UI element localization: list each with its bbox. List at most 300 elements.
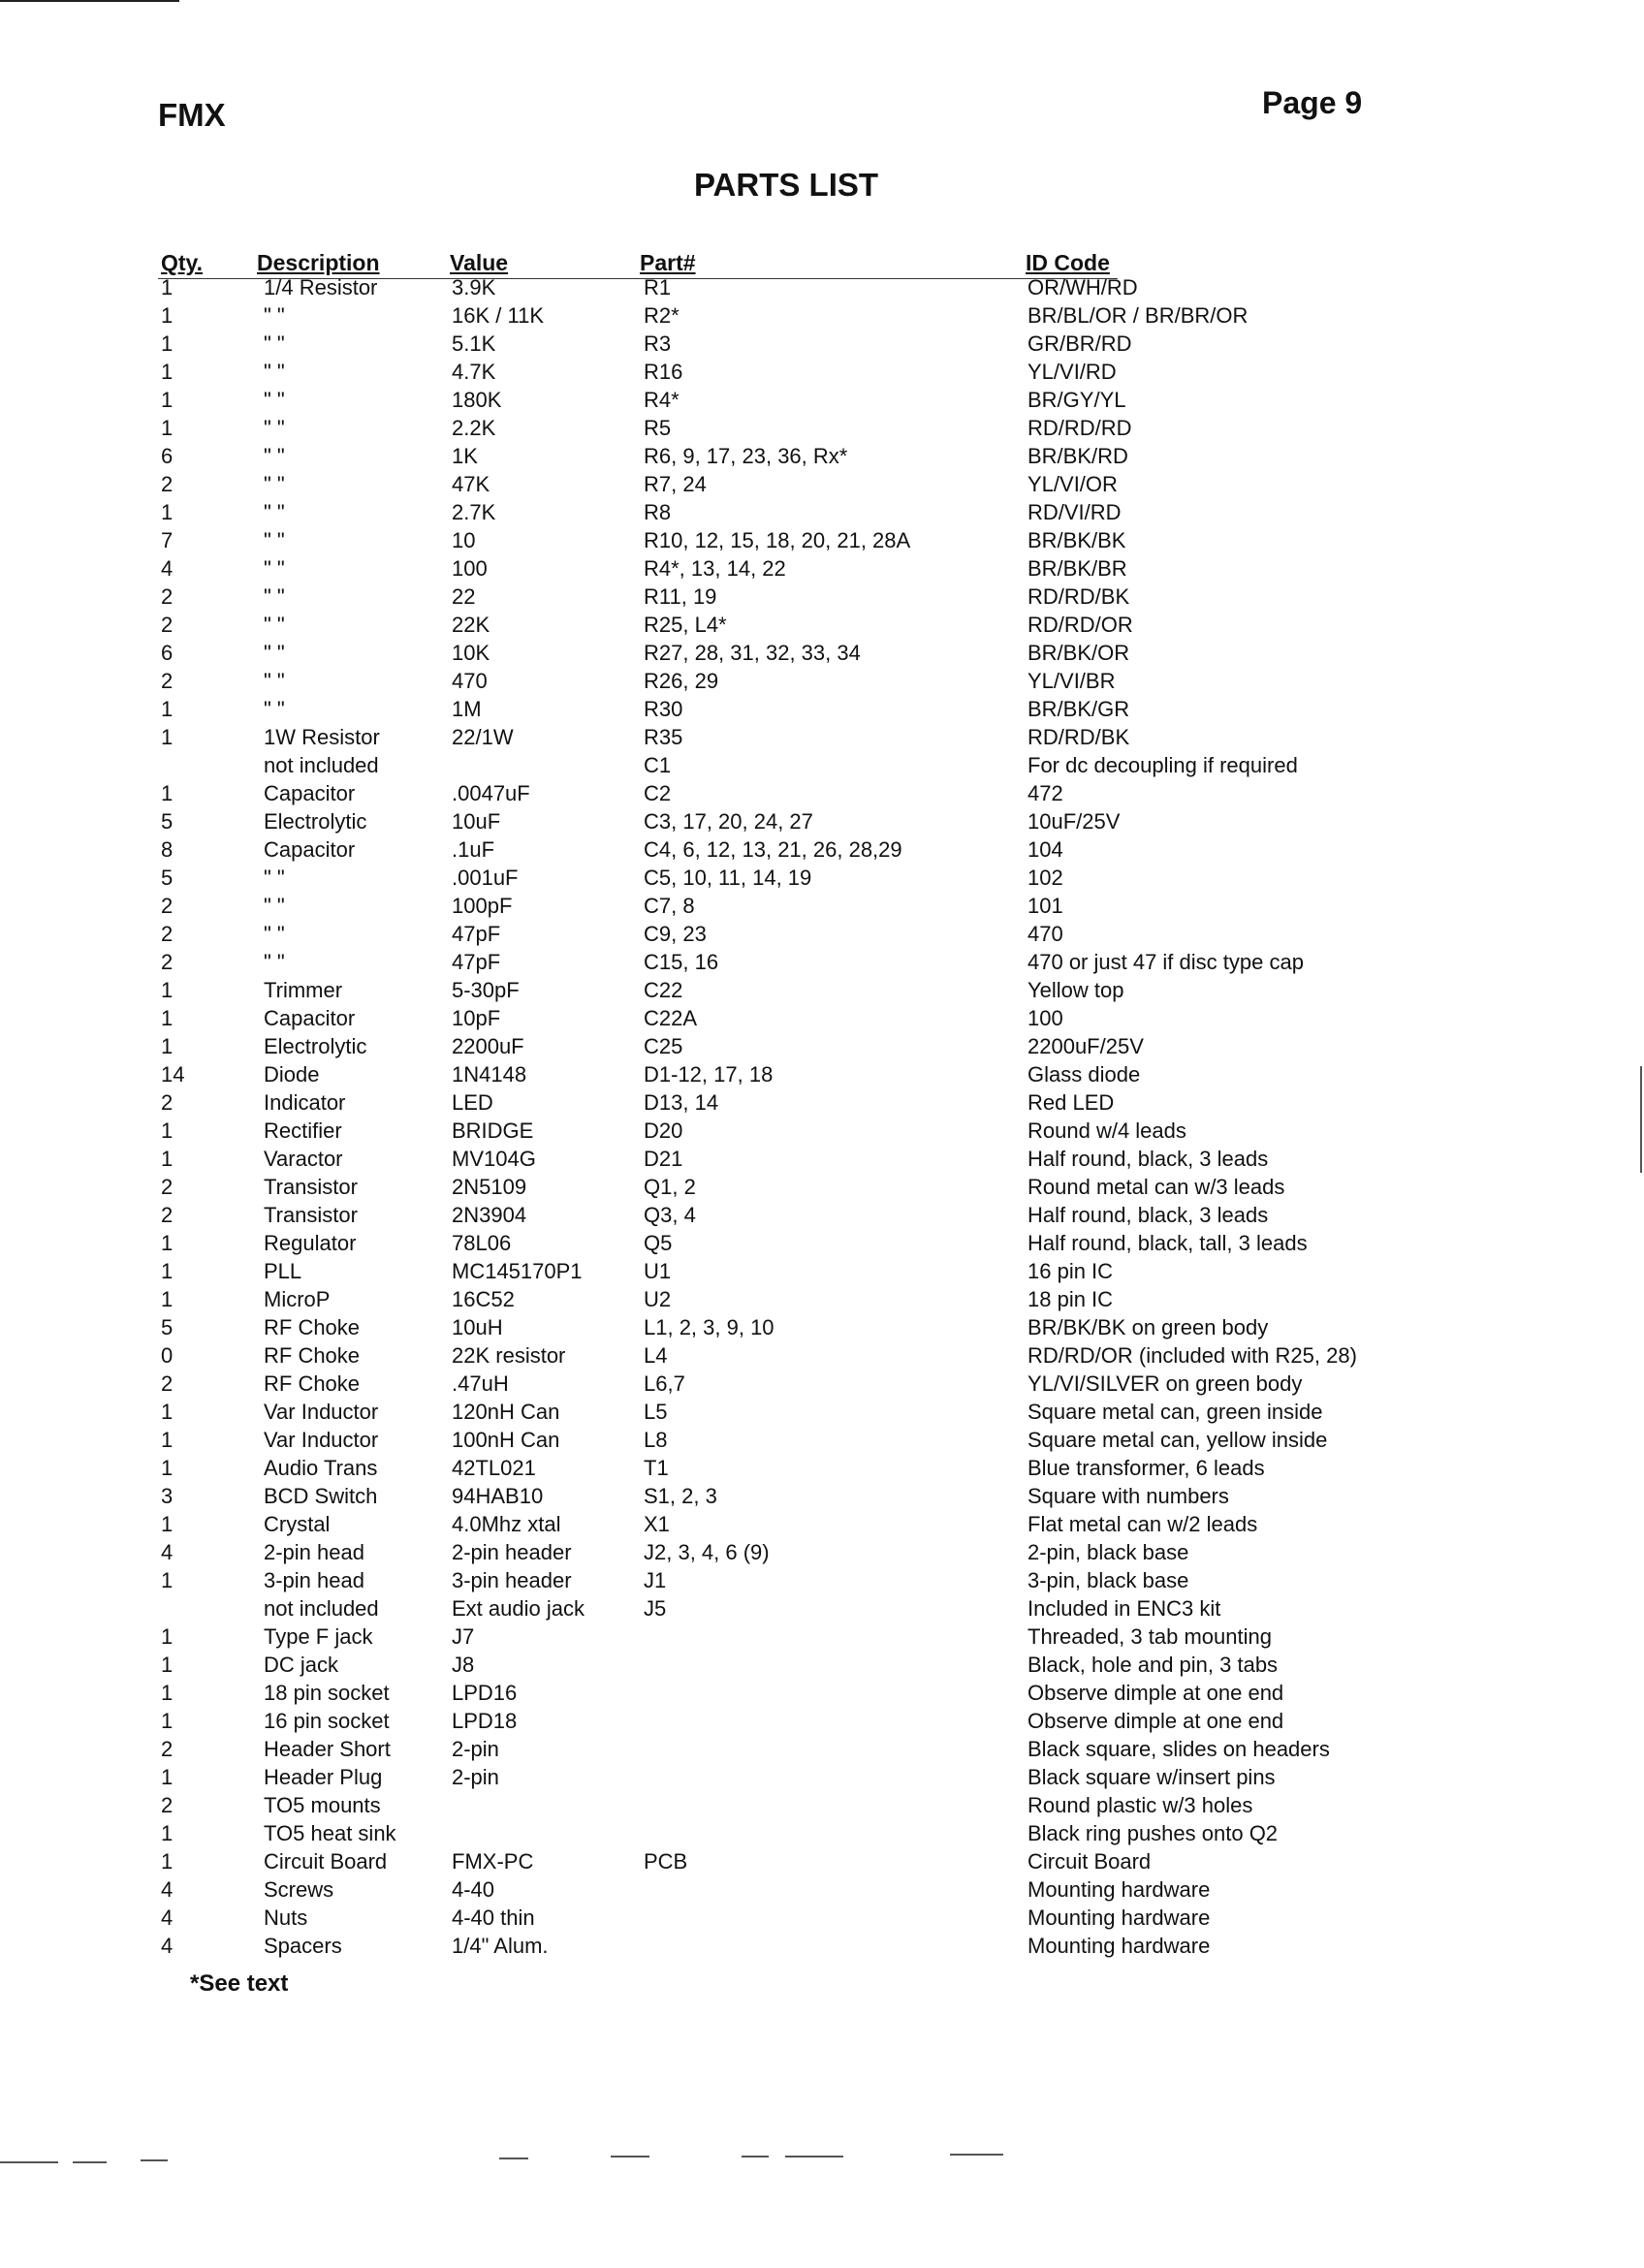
row-value: 10uH bbox=[452, 1315, 503, 1339]
table-row bbox=[0, 388, 1644, 416]
row-description: Var Inductor bbox=[264, 1428, 379, 1452]
row-description: " " bbox=[264, 613, 285, 637]
row-qty: 1 bbox=[161, 1653, 174, 1677]
row-value: 94HAB10 bbox=[452, 1484, 544, 1508]
row-description: Regulator bbox=[264, 1231, 357, 1255]
page-title: PARTS LIST bbox=[694, 167, 879, 203]
row-value: FMX-PC bbox=[452, 1849, 534, 1874]
row-qty: 2 bbox=[161, 1371, 174, 1396]
row-value: 10K bbox=[452, 641, 490, 665]
row-qty: 2 bbox=[161, 584, 174, 609]
row-id-code: 102 bbox=[1028, 866, 1063, 890]
row-part: R27, 28, 31, 32, 33, 34 bbox=[644, 641, 861, 665]
row-qty: 14 bbox=[161, 1062, 185, 1087]
row-qty: 0 bbox=[161, 1343, 174, 1368]
table-row bbox=[0, 1315, 1644, 1343]
table-row bbox=[0, 1062, 1644, 1090]
row-value: BRIDGE bbox=[452, 1118, 534, 1143]
row-description: MicroP bbox=[264, 1287, 331, 1311]
row-description: Rectifier bbox=[264, 1118, 342, 1143]
row-description: BCD Switch bbox=[264, 1484, 378, 1508]
row-description: Electrolytic bbox=[264, 809, 367, 834]
row-id-code: OR/WH/RD bbox=[1028, 275, 1138, 299]
row-value: 16C52 bbox=[452, 1287, 515, 1311]
row-description: RF Choke bbox=[264, 1343, 361, 1368]
table-row bbox=[0, 978, 1644, 1006]
row-id-code: Flat metal can w/2 leads bbox=[1028, 1512, 1258, 1536]
table-row bbox=[0, 1147, 1644, 1175]
row-id-code: BR/BK/OR bbox=[1028, 641, 1130, 665]
row-id-code: 10uF/25V bbox=[1028, 809, 1121, 834]
scan-mark bbox=[785, 2156, 843, 2158]
row-part: L4 bbox=[644, 1343, 668, 1368]
row-part: C22A bbox=[644, 1006, 698, 1030]
row-description: Varactor bbox=[264, 1147, 343, 1171]
parts-table bbox=[0, 275, 1644, 1962]
row-qty: 1 bbox=[161, 388, 174, 412]
row-description: Capacitor bbox=[264, 781, 356, 805]
row-id-code: Half round, black, 3 leads bbox=[1028, 1147, 1269, 1171]
table-row bbox=[0, 1287, 1644, 1315]
row-id-code: Mounting hardware bbox=[1028, 1877, 1211, 1902]
row-description: Var Inductor bbox=[264, 1400, 379, 1424]
row-qty: 4 bbox=[161, 1540, 174, 1564]
row-part: T1 bbox=[644, 1456, 669, 1480]
row-qty: 2 bbox=[161, 1090, 174, 1115]
row-qty: 1 bbox=[161, 1765, 174, 1789]
table-row bbox=[0, 275, 1644, 303]
row-qty: 2 bbox=[161, 613, 174, 637]
row-description: Nuts bbox=[264, 1906, 308, 1930]
row-id-code: 470 bbox=[1028, 922, 1063, 946]
row-value: 78L06 bbox=[452, 1231, 512, 1255]
row-description: " " bbox=[264, 444, 285, 468]
footnote: *See text bbox=[190, 1970, 289, 1997]
row-description: " " bbox=[264, 331, 285, 356]
row-qty: 2 bbox=[161, 1175, 174, 1199]
row-part: L8 bbox=[644, 1428, 668, 1452]
row-description: 18 pin socket bbox=[264, 1681, 390, 1705]
row-id-code: Half round, black, tall, 3 leads bbox=[1028, 1231, 1308, 1255]
row-part: L5 bbox=[644, 1400, 668, 1424]
row-value: 180K bbox=[452, 388, 502, 412]
row-part: C7, 8 bbox=[644, 894, 695, 918]
row-id-code: Observe dimple at one end bbox=[1028, 1709, 1284, 1733]
row-part: R30 bbox=[644, 697, 683, 721]
row-description: 1/4 Resistor bbox=[264, 275, 378, 299]
row-id-code: 16 pin IC bbox=[1028, 1259, 1114, 1283]
row-qty: 3 bbox=[161, 1484, 174, 1508]
row-value: 120nH Can bbox=[452, 1400, 560, 1424]
row-value: 22/1W bbox=[452, 725, 514, 749]
row-description: 16 pin socket bbox=[264, 1709, 390, 1733]
table-row bbox=[0, 1709, 1644, 1737]
row-id-code: 101 bbox=[1028, 894, 1063, 918]
row-value: 2200uF bbox=[452, 1034, 524, 1058]
table-row bbox=[0, 725, 1644, 753]
row-description: " " bbox=[264, 388, 285, 412]
row-description: Screws bbox=[264, 1877, 334, 1902]
row-value: 1/4" Alum. bbox=[452, 1934, 549, 1958]
table-row bbox=[0, 669, 1644, 697]
row-part: U1 bbox=[644, 1259, 672, 1283]
row-id-code: RD/RD/BK bbox=[1028, 725, 1130, 749]
row-qty: 2 bbox=[161, 472, 174, 496]
row-qty: 5 bbox=[161, 1315, 174, 1339]
row-qty: 1 bbox=[161, 697, 174, 721]
row-value: 22 bbox=[452, 584, 476, 609]
table-row bbox=[0, 1512, 1644, 1540]
row-qty: 5 bbox=[161, 809, 174, 834]
row-part: C25 bbox=[644, 1034, 683, 1058]
row-qty: 1 bbox=[161, 1118, 174, 1143]
row-id-code: Yellow top bbox=[1028, 978, 1124, 1002]
table-row bbox=[0, 1034, 1644, 1062]
row-id-code: 470 or just 47 if disc type cap bbox=[1028, 950, 1304, 974]
row-qty: 1 bbox=[161, 500, 174, 524]
row-value: 4.0Mhz xtal bbox=[452, 1512, 561, 1536]
row-value: 2N3904 bbox=[452, 1203, 527, 1227]
row-part: R26, 29 bbox=[644, 669, 719, 693]
row-part: U2 bbox=[644, 1287, 672, 1311]
row-qty: 1 bbox=[161, 1034, 174, 1058]
row-qty: 1 bbox=[161, 416, 174, 440]
row-qty: 2 bbox=[161, 669, 174, 693]
table-row bbox=[0, 1540, 1644, 1568]
table-row bbox=[0, 1653, 1644, 1681]
row-part: S1, 2, 3 bbox=[644, 1484, 717, 1508]
table-row bbox=[0, 837, 1644, 866]
row-part: R1 bbox=[644, 275, 672, 299]
row-id-code: Round w/4 leads bbox=[1028, 1118, 1186, 1143]
row-qty: 5 bbox=[161, 866, 174, 890]
row-value: 2-pin bbox=[452, 1737, 499, 1761]
row-value: MC145170P1 bbox=[452, 1259, 583, 1283]
row-description: " " bbox=[264, 950, 285, 974]
table-row bbox=[0, 1259, 1644, 1287]
table-row bbox=[0, 1090, 1644, 1118]
row-description: Spacers bbox=[264, 1934, 342, 1958]
row-value: 2.2K bbox=[452, 416, 496, 440]
row-description: 3-pin head bbox=[264, 1568, 364, 1592]
table-row bbox=[0, 753, 1644, 781]
row-value: 3-pin header bbox=[452, 1568, 572, 1592]
row-description: not included bbox=[264, 753, 379, 777]
row-part: D1-12, 17, 18 bbox=[644, 1062, 774, 1087]
row-qty: 4 bbox=[161, 1877, 174, 1902]
table-row bbox=[0, 1118, 1644, 1147]
row-value: .47uH bbox=[452, 1371, 509, 1396]
row-id-code: 18 pin IC bbox=[1028, 1287, 1114, 1311]
col-header-id-code: ID Code bbox=[1026, 250, 1110, 275]
row-value: LPD18 bbox=[452, 1709, 518, 1733]
table-row bbox=[0, 528, 1644, 556]
page-number: Page 9 bbox=[1262, 85, 1363, 120]
row-description: RF Choke bbox=[264, 1371, 361, 1396]
row-id-code: Square metal can, yellow inside bbox=[1028, 1428, 1328, 1452]
table-row bbox=[0, 1568, 1644, 1596]
row-value: 42TL021 bbox=[452, 1456, 536, 1480]
scan-mark bbox=[611, 2156, 649, 2158]
row-part: C22 bbox=[644, 978, 683, 1002]
row-part: R35 bbox=[644, 725, 683, 749]
row-qty: 1 bbox=[161, 1400, 174, 1424]
row-qty: 1 bbox=[161, 331, 174, 356]
row-qty: 2 bbox=[161, 1203, 174, 1227]
row-description: 1W Resistor bbox=[264, 725, 380, 749]
row-part: R4*, 13, 14, 22 bbox=[644, 556, 786, 581]
row-description: Diode bbox=[264, 1062, 320, 1087]
row-value: LED bbox=[452, 1090, 493, 1115]
row-qty: 1 bbox=[161, 1259, 174, 1283]
row-part: L1, 2, 3, 9, 10 bbox=[644, 1315, 775, 1339]
row-qty: 1 bbox=[161, 1849, 174, 1874]
row-description: Trimmer bbox=[264, 978, 343, 1002]
row-description: not included bbox=[264, 1596, 379, 1621]
row-part: R8 bbox=[644, 500, 672, 524]
row-value: 22K resistor bbox=[452, 1343, 566, 1368]
row-part: C3, 17, 20, 24, 27 bbox=[644, 809, 813, 834]
row-qty: 1 bbox=[161, 1231, 174, 1255]
table-row bbox=[0, 1624, 1644, 1653]
row-part: R2* bbox=[644, 303, 680, 328]
table-row bbox=[0, 1849, 1644, 1877]
row-id-code: BR/BK/RD bbox=[1028, 444, 1128, 468]
scan-mark bbox=[73, 2161, 107, 2163]
row-part: R4* bbox=[644, 388, 680, 412]
row-qty: 1 bbox=[161, 360, 174, 384]
row-value: 470 bbox=[452, 669, 488, 693]
table-row bbox=[0, 472, 1644, 500]
row-value: LPD16 bbox=[452, 1681, 518, 1705]
row-value: 100pF bbox=[452, 894, 513, 918]
row-part: C9, 23 bbox=[644, 922, 707, 946]
row-qty: 2 bbox=[161, 922, 174, 946]
table-row bbox=[0, 697, 1644, 725]
table-row bbox=[0, 1793, 1644, 1821]
row-value: 100nH Can bbox=[452, 1428, 560, 1452]
row-qty: 1 bbox=[161, 1287, 174, 1311]
row-description: " " bbox=[264, 360, 285, 384]
row-id-code: For dc decoupling if required bbox=[1028, 753, 1298, 777]
row-id-code: 472 bbox=[1028, 781, 1063, 805]
row-part: R11, 19 bbox=[644, 584, 717, 609]
row-value: 5.1K bbox=[452, 331, 496, 356]
row-description: Electrolytic bbox=[264, 1034, 367, 1058]
row-value: 2-pin header bbox=[452, 1540, 572, 1564]
row-id-code: Black square w/insert pins bbox=[1028, 1765, 1276, 1789]
table-row bbox=[0, 1765, 1644, 1793]
col-header-qty: Qty. bbox=[161, 250, 204, 275]
table-row bbox=[0, 360, 1644, 388]
table-row bbox=[0, 584, 1644, 613]
table-row bbox=[0, 1596, 1644, 1624]
row-id-code: Red LED bbox=[1028, 1090, 1115, 1115]
row-description: Header Plug bbox=[264, 1765, 383, 1789]
row-description: Circuit Board bbox=[264, 1849, 388, 1874]
row-qty: 1 bbox=[161, 1821, 174, 1845]
row-id-code: 100 bbox=[1028, 1006, 1063, 1030]
row-part: R5 bbox=[644, 416, 672, 440]
row-value: 4.7K bbox=[452, 360, 496, 384]
row-value: 1N4148 bbox=[452, 1062, 527, 1087]
row-id-code: Mounting hardware bbox=[1028, 1934, 1211, 1958]
row-value: 2N5109 bbox=[452, 1175, 527, 1199]
row-description: " " bbox=[264, 584, 285, 609]
table-row bbox=[0, 1231, 1644, 1259]
row-description: " " bbox=[264, 697, 285, 721]
top-rule bbox=[0, 0, 179, 2]
row-value: 10 bbox=[452, 528, 476, 552]
row-value: 47pF bbox=[452, 922, 501, 946]
row-qty: 1 bbox=[161, 1709, 174, 1733]
table-row bbox=[0, 1681, 1644, 1709]
row-qty: 1 bbox=[161, 978, 174, 1002]
table-row bbox=[0, 1175, 1644, 1203]
row-value: 16K / 11K bbox=[452, 303, 544, 328]
table-row bbox=[0, 1934, 1644, 1962]
row-part: Q3, 4 bbox=[644, 1203, 696, 1227]
table-row bbox=[0, 1428, 1644, 1456]
row-description: " " bbox=[264, 894, 285, 918]
row-description: 2-pin head bbox=[264, 1540, 364, 1564]
row-description: TO5 mounts bbox=[264, 1793, 381, 1817]
row-id-code: RD/RD/OR (included with R25, 28) bbox=[1028, 1343, 1357, 1368]
row-id-code: GR/BR/RD bbox=[1028, 331, 1132, 356]
row-part: C1 bbox=[644, 753, 672, 777]
row-part: C5, 10, 11, 14, 19 bbox=[644, 866, 812, 890]
row-value: 47pF bbox=[452, 950, 501, 974]
row-qty: 6 bbox=[161, 444, 174, 468]
row-qty: 6 bbox=[161, 641, 174, 665]
row-qty: 1 bbox=[161, 1624, 174, 1649]
table-row bbox=[0, 1821, 1644, 1849]
row-part: R10, 12, 15, 18, 20, 21, 28A bbox=[644, 528, 911, 552]
row-id-code: BR/BK/BR bbox=[1028, 556, 1127, 581]
table-row bbox=[0, 613, 1644, 641]
row-value: .001uF bbox=[452, 866, 519, 890]
table-row bbox=[0, 1737, 1644, 1765]
row-value: 3.9K bbox=[452, 275, 496, 299]
table-row bbox=[0, 866, 1644, 894]
row-id-code: Mounting hardware bbox=[1028, 1906, 1211, 1930]
row-value: 4-40 bbox=[452, 1877, 495, 1902]
row-part: C4, 6, 12, 13, 21, 26, 28,29 bbox=[644, 837, 902, 862]
table-row bbox=[0, 1400, 1644, 1428]
row-qty: 1 bbox=[161, 781, 174, 805]
scan-mark bbox=[141, 2159, 168, 2161]
row-value: .0047uF bbox=[452, 781, 530, 805]
row-description: Capacitor bbox=[264, 837, 356, 862]
row-qty: 1 bbox=[161, 303, 174, 328]
col-header-value: Value bbox=[450, 250, 509, 275]
row-id-code: Included in ENC3 kit bbox=[1028, 1596, 1221, 1621]
row-part: Q5 bbox=[644, 1231, 673, 1255]
scan-mark bbox=[950, 2154, 1003, 2156]
table-row bbox=[0, 1203, 1644, 1231]
row-id-code: Square with numbers bbox=[1028, 1484, 1229, 1508]
row-description: " " bbox=[264, 303, 285, 328]
table-row bbox=[0, 809, 1644, 837]
table-row bbox=[0, 950, 1644, 978]
table-row bbox=[0, 444, 1644, 472]
row-description: Header Short bbox=[264, 1737, 391, 1761]
row-qty: 1 bbox=[161, 275, 174, 299]
row-id-code: YL/VI/OR bbox=[1028, 472, 1118, 496]
row-qty: 8 bbox=[161, 837, 174, 862]
row-description: TO5 heat sink bbox=[264, 1821, 396, 1845]
row-id-code: Half round, black, 3 leads bbox=[1028, 1203, 1269, 1227]
row-value: J8 bbox=[452, 1653, 475, 1677]
row-value: .1uF bbox=[452, 837, 495, 862]
row-value: J7 bbox=[452, 1624, 475, 1649]
row-qty: 2 bbox=[161, 1793, 174, 1817]
table-row bbox=[0, 556, 1644, 584]
row-qty: 4 bbox=[161, 1934, 174, 1958]
row-part: Q1, 2 bbox=[644, 1175, 696, 1199]
row-id-code: 3-pin, black base bbox=[1028, 1568, 1189, 1592]
row-description: " " bbox=[264, 669, 285, 693]
row-description: Transistor bbox=[264, 1203, 358, 1227]
row-id-code: RD/RD/BK bbox=[1028, 584, 1130, 609]
row-part: J5 bbox=[644, 1596, 667, 1621]
scan-mark bbox=[499, 2158, 528, 2159]
table-row bbox=[0, 1006, 1644, 1034]
row-description: " " bbox=[264, 866, 285, 890]
row-value: 1M bbox=[452, 697, 482, 721]
table-row bbox=[0, 1484, 1644, 1512]
table-row bbox=[0, 1877, 1644, 1906]
row-qty: 1 bbox=[161, 1428, 174, 1452]
row-id-code: BR/BL/OR / BR/BR/OR bbox=[1028, 303, 1249, 328]
row-description: " " bbox=[264, 641, 285, 665]
row-description: " " bbox=[264, 500, 285, 524]
row-value: Ext audio jack bbox=[452, 1596, 585, 1621]
row-part: R7, 24 bbox=[644, 472, 707, 496]
row-id-code: RD/RD/OR bbox=[1028, 613, 1133, 637]
row-id-code: YL/VI/RD bbox=[1028, 360, 1117, 384]
row-part: R6, 9, 17, 23, 36, Rx* bbox=[644, 444, 848, 468]
row-part: R16 bbox=[644, 360, 683, 384]
table-row bbox=[0, 303, 1644, 331]
row-description: Indicator bbox=[264, 1090, 346, 1115]
row-value: 4-40 thin bbox=[452, 1906, 535, 1930]
row-id-code: YL/VI/BR bbox=[1028, 669, 1116, 693]
row-value: 2.7K bbox=[452, 500, 496, 524]
row-id-code: BR/BK/GR bbox=[1028, 697, 1130, 721]
row-qty: 1 bbox=[161, 1456, 174, 1480]
row-id-code: 2-pin, black base bbox=[1028, 1540, 1189, 1564]
table-row bbox=[0, 331, 1644, 360]
row-id-code: Circuit Board bbox=[1028, 1849, 1152, 1874]
scan-mark bbox=[0, 2161, 58, 2163]
table-row bbox=[0, 500, 1644, 528]
row-id-code: Round metal can w/3 leads bbox=[1028, 1175, 1285, 1199]
table-row bbox=[0, 922, 1644, 950]
row-part: D13, 14 bbox=[644, 1090, 719, 1115]
row-qty: 4 bbox=[161, 556, 174, 581]
row-description: Type F jack bbox=[264, 1624, 373, 1649]
table-row bbox=[0, 1456, 1644, 1484]
row-qty: 1 bbox=[161, 1147, 174, 1171]
row-part: D20 bbox=[644, 1118, 683, 1143]
row-id-code: Black square, slides on headers bbox=[1028, 1737, 1330, 1761]
row-id-code: Square metal can, green inside bbox=[1028, 1400, 1323, 1424]
row-description: Capacitor bbox=[264, 1006, 356, 1030]
row-id-code: Threaded, 3 tab mounting bbox=[1028, 1624, 1272, 1649]
row-part: D21 bbox=[644, 1147, 683, 1171]
row-value: 22K bbox=[452, 613, 490, 637]
